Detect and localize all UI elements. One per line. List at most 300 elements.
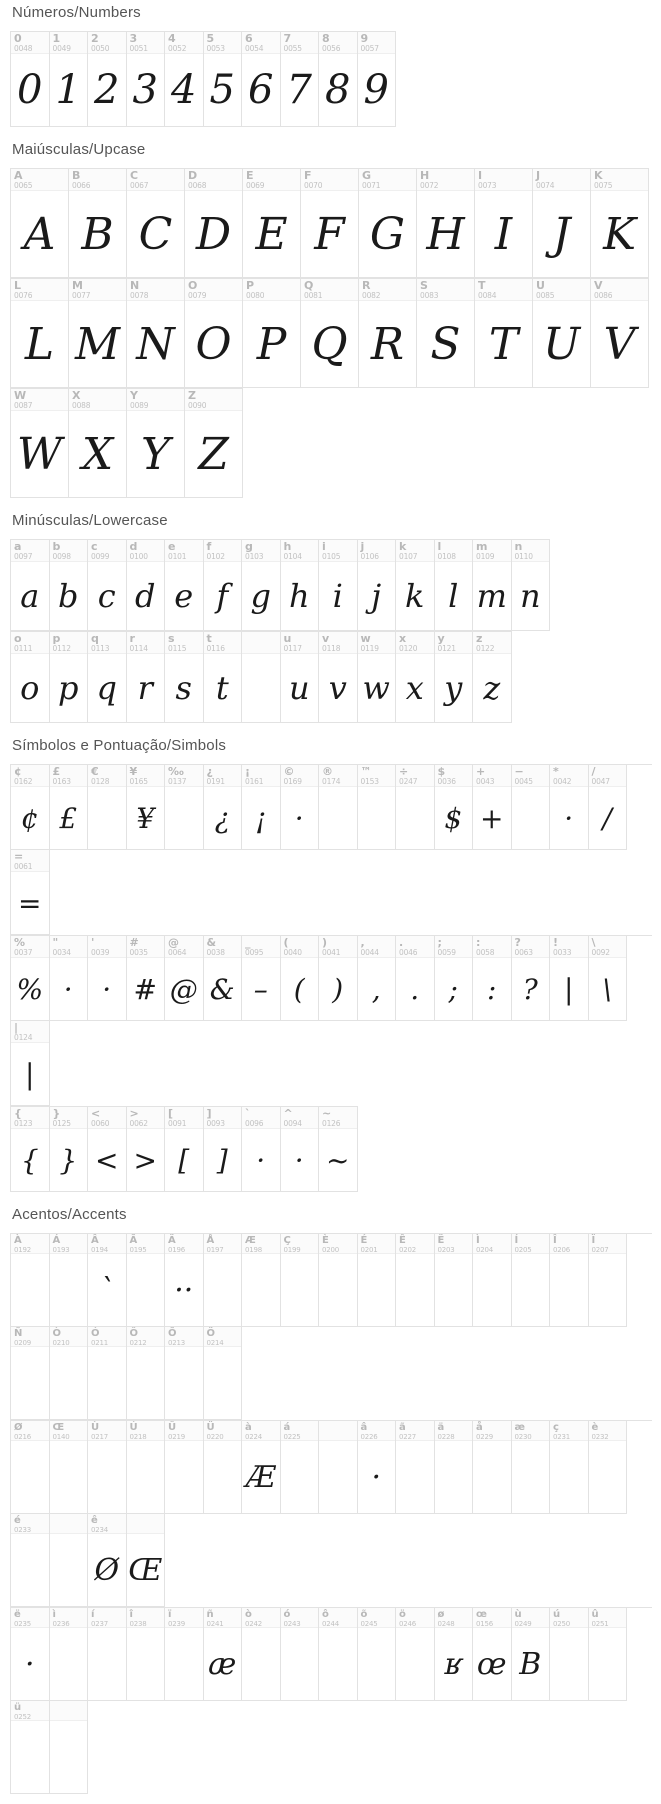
glyph-cell[interactable]	[281, 1421, 320, 1514]
glyph-cell[interactable]	[473, 1234, 512, 1327]
glyph-code-label: 0156	[476, 1620, 494, 1628]
glyph-cell[interactable]	[281, 540, 320, 631]
glyph-cell[interactable]	[11, 1514, 50, 1607]
glyph-cell[interactable]	[204, 1327, 243, 1420]
glyph-preview: ·	[102, 972, 112, 1006]
glyph-preview	[127, 1441, 165, 1513]
glyph-char-label: O	[188, 279, 198, 292]
glyph-cell[interactable]	[165, 1234, 204, 1327]
glyph-char-label: `	[245, 1107, 251, 1120]
section-title: Números/Numbers	[12, 4, 141, 21]
glyph-header	[281, 1234, 319, 1254]
glyph-char-label: ø	[437, 1609, 445, 1620]
glyph-header	[127, 279, 184, 301]
glyph-header	[435, 765, 473, 787]
glyph-cell[interactable]	[473, 1608, 512, 1701]
glyph-header	[319, 1608, 357, 1628]
glyph-cell[interactable]	[127, 1514, 166, 1607]
glyph-char-label: W	[14, 389, 27, 402]
glyph-cell[interactable]	[301, 279, 359, 388]
glyph-code-label: 0236	[52, 1620, 70, 1628]
glyph-char-label: A	[14, 169, 23, 182]
glyph-header	[358, 1608, 396, 1628]
glyph-code-label: 0113	[91, 644, 110, 653]
glyph-cell[interactable]	[435, 1234, 474, 1327]
glyph-cell[interactable]	[512, 1421, 551, 1514]
glyph-cell[interactable]	[319, 1608, 358, 1701]
glyph-cell[interactable]	[165, 540, 204, 631]
glyph-header	[127, 1327, 165, 1347]
glyph-cell[interactable]	[185, 169, 243, 278]
glyph-char-label: 3	[129, 32, 138, 45]
glyph-cell[interactable]	[88, 1234, 127, 1327]
glyph-code-label: 0115	[168, 644, 187, 653]
glyph-row	[10, 1420, 652, 1607]
glyph-code-label: 0060	[91, 1119, 110, 1128]
glyph-cell[interactable]	[435, 1608, 474, 1701]
glyph-header	[512, 765, 550, 787]
glyph-cell[interactable]	[242, 1421, 281, 1514]
glyph-cell[interactable]	[281, 1107, 320, 1192]
glyph-code-label: 0250	[553, 1620, 571, 1628]
glyph-cell[interactable]	[319, 632, 358, 723]
glyph-code-label: 0249	[514, 1620, 532, 1628]
glyph-header	[11, 1421, 49, 1441]
glyph-cell[interactable]	[69, 169, 127, 278]
glyph-header	[165, 1608, 203, 1628]
glyph-char-label: ú	[553, 1609, 561, 1620]
glyph-cell[interactable]	[127, 936, 166, 1021]
glyph-cell[interactable]	[50, 936, 89, 1021]
glyph-preview: A	[23, 208, 56, 260]
glyph-char-label: U	[536, 279, 545, 292]
glyph-header	[589, 1234, 627, 1254]
glyph-preview	[165, 1347, 203, 1419]
glyph-cell[interactable]	[11, 540, 50, 631]
glyph-cell[interactable]	[204, 765, 243, 850]
glyph-cell[interactable]	[50, 1608, 89, 1701]
glyph-cell[interactable]	[435, 1421, 474, 1514]
glyph-cell[interactable]	[50, 1421, 89, 1514]
glyph-preview: £	[59, 801, 78, 835]
glyph-char-label: r	[129, 632, 135, 645]
glyph-preview: U	[542, 318, 581, 370]
glyph-cell[interactable]	[127, 1608, 166, 1701]
glyph-cell[interactable]	[359, 169, 417, 278]
glyph-preview: ~	[326, 1143, 350, 1177]
glyph-char-label: !	[553, 936, 559, 949]
glyph-cell[interactable]	[550, 1234, 589, 1327]
glyph-cell[interactable]	[11, 1421, 50, 1514]
glyph-cell[interactable]	[319, 765, 358, 850]
glyph-cell[interactable]	[127, 765, 166, 850]
glyph-header	[88, 1421, 126, 1441]
glyph-cell[interactable]	[512, 1608, 551, 1701]
glyph-cell[interactable]	[242, 32, 281, 127]
section-title: Minúsculas/Lowercase	[12, 512, 168, 529]
glyph-code-label: 0061	[14, 862, 33, 871]
glyph-cell[interactable]	[281, 765, 320, 850]
glyph-cell[interactable]	[11, 1021, 50, 1106]
glyph-header	[533, 169, 590, 191]
glyph-cell[interactable]	[396, 936, 435, 1021]
glyph-header	[11, 540, 49, 562]
glyph-code-label: 0095	[245, 948, 264, 957]
glyph-char-label: ;	[437, 936, 442, 949]
glyph-cell[interactable]	[204, 936, 243, 1021]
glyph-cell[interactable]	[589, 936, 628, 1021]
glyph-char-label: À	[14, 1235, 22, 1246]
glyph-cell[interactable]	[243, 169, 301, 278]
glyph-cell[interactable]	[11, 1327, 50, 1420]
glyph-header	[512, 540, 550, 562]
glyph-preview	[11, 1721, 49, 1793]
glyph-cell[interactable]	[88, 540, 127, 631]
glyph-cell[interactable]	[242, 1234, 281, 1327]
glyph-header	[204, 632, 242, 654]
glyph-cell[interactable]	[165, 32, 204, 127]
glyph-cell[interactable]	[281, 1234, 320, 1327]
glyph-code-label: 0037	[14, 948, 33, 957]
glyph-cell[interactable]	[417, 279, 475, 388]
glyph-cell[interactable]	[396, 1234, 435, 1327]
glyph-code-label: 0070	[304, 181, 323, 190]
glyph-cell[interactable]	[358, 1234, 397, 1327]
glyph-preview	[358, 1254, 396, 1326]
glyph-cell[interactable]	[242, 765, 281, 850]
glyph-cell[interactable]	[435, 765, 474, 850]
glyph-cell[interactable]	[88, 632, 127, 723]
glyph-cell[interactable]	[88, 1107, 127, 1192]
glyph-code-label: 0209	[14, 1339, 32, 1347]
glyph-header	[50, 632, 88, 654]
glyph-cell[interactable]	[50, 32, 89, 127]
glyph-row	[10, 388, 243, 498]
glyph-row	[10, 278, 649, 388]
glyph-cell[interactable]	[435, 936, 474, 1021]
glyph-cell[interactable]	[512, 540, 551, 631]
glyph-code-label: 0203	[437, 1246, 455, 1254]
glyph-char-label: f	[206, 540, 212, 553]
glyph-preview: ·	[294, 801, 304, 835]
glyph-cell[interactable]	[11, 1701, 50, 1794]
glyph-char-label: ^	[283, 1107, 293, 1120]
glyph-code-label: 0192	[14, 1246, 32, 1254]
glyph-cell[interactable]	[359, 279, 417, 388]
glyph-cell[interactable]	[242, 1107, 281, 1192]
glyph-cell[interactable]	[11, 1608, 50, 1701]
glyph-char-label: z	[476, 632, 483, 645]
glyph-char-label: x	[399, 632, 407, 645]
glyph-cell[interactable]	[11, 279, 69, 388]
glyph-cell[interactable]	[50, 1327, 89, 1420]
glyph-cell[interactable]	[69, 389, 127, 498]
glyph-cell[interactable]	[358, 632, 397, 723]
glyph-preview	[165, 1628, 203, 1700]
glyph-header	[165, 32, 203, 54]
glyph-cell[interactable]	[281, 632, 320, 723]
glyph-cell[interactable]	[589, 1421, 628, 1514]
glyph-char-label: ï	[168, 1609, 172, 1620]
glyph-cell[interactable]	[396, 540, 435, 631]
glyph-cell[interactable]	[435, 540, 474, 631]
glyph-cell[interactable]	[165, 1608, 204, 1701]
glyph-header	[88, 936, 126, 958]
glyph-char-label: ¥	[129, 765, 138, 778]
glyph-char-label: o	[14, 632, 22, 645]
glyph-char-label: L	[14, 279, 22, 292]
glyph-cell[interactable]	[435, 632, 474, 723]
glyph-cell[interactable]	[127, 1327, 166, 1420]
glyph-cell[interactable]	[396, 1421, 435, 1514]
glyph-code-label: 0191	[206, 777, 225, 786]
glyph-code-label: 0117	[283, 644, 302, 653]
glyph-cell[interactable]	[88, 1608, 127, 1701]
glyph-code-label: 0195	[129, 1246, 147, 1254]
glyph-preview: [	[178, 1143, 190, 1177]
glyph-char-label: ]	[206, 1107, 212, 1120]
glyph-preview: {	[20, 1143, 39, 1177]
glyph-cell[interactable]	[473, 765, 512, 850]
glyph-cell[interactable]	[127, 632, 166, 723]
glyph-cell[interactable]	[358, 32, 397, 127]
glyph-cell[interactable]	[11, 632, 50, 723]
glyph-char-label: é	[14, 1515, 21, 1526]
glyph-cell[interactable]	[242, 632, 281, 723]
glyph-cell[interactable]	[319, 540, 358, 631]
glyph-cell[interactable]	[11, 850, 50, 935]
glyph-header	[358, 32, 396, 54]
glyph-preview: q	[96, 669, 117, 707]
glyph-cell[interactable]	[165, 632, 204, 723]
glyph-preview: E	[255, 208, 288, 260]
glyph-preview: w	[362, 669, 390, 707]
glyph-cell[interactable]	[11, 765, 50, 850]
glyph-char-label: ?	[514, 936, 521, 949]
glyph-cell[interactable]	[185, 279, 243, 388]
glyph-header	[88, 32, 126, 54]
glyph-header	[281, 632, 319, 654]
glyph-cell[interactable]	[417, 169, 475, 278]
glyph-code-label: 0225	[283, 1433, 301, 1441]
glyph-cell[interactable]	[589, 1234, 628, 1327]
glyph-header	[396, 765, 434, 787]
glyph-cell[interactable]	[533, 169, 591, 278]
glyph-cell[interactable]	[127, 32, 166, 127]
glyph-cell[interactable]	[88, 32, 127, 127]
glyph-cell[interactable]	[11, 32, 50, 127]
glyph-cell[interactable]	[242, 540, 281, 631]
glyph-cell[interactable]	[281, 32, 320, 127]
glyph-cell[interactable]	[165, 1107, 204, 1192]
glyph-cell[interactable]	[512, 936, 551, 1021]
glyph-cell[interactable]	[88, 936, 127, 1021]
glyph-cell[interactable]	[550, 1608, 589, 1701]
glyph-cell[interactable]	[550, 765, 589, 850]
glyph-header	[204, 1107, 242, 1129]
glyph-header	[589, 936, 627, 958]
glyph-char-label: a	[14, 540, 22, 553]
glyph-cell[interactable]	[473, 540, 512, 631]
glyph-cell[interactable]	[50, 765, 89, 850]
glyph-char-label: Ú	[129, 1422, 138, 1433]
glyph-char-label: P	[246, 279, 255, 292]
glyph-cell[interactable]	[127, 1107, 166, 1192]
glyph-cell[interactable]	[473, 632, 512, 723]
glyph-cell[interactable]	[591, 169, 649, 278]
glyph-cell[interactable]	[358, 1421, 397, 1514]
glyph-cell[interactable]	[11, 169, 69, 278]
glyph-cell[interactable]	[473, 936, 512, 1021]
glyph-cell[interactable]	[11, 1107, 50, 1192]
glyph-cell[interactable]	[243, 279, 301, 388]
glyph-code-label: 0073	[478, 181, 497, 190]
glyph-cell[interactable]	[319, 1234, 358, 1327]
glyph-cell[interactable]	[475, 169, 533, 278]
glyph-code-label: 0086	[594, 291, 613, 300]
glyph-char-label: á	[283, 1422, 291, 1433]
glyph-cell[interactable]	[319, 1421, 358, 1514]
glyph-cell[interactable]	[127, 169, 185, 278]
glyph-cell[interactable]	[88, 765, 127, 850]
glyph-header	[204, 32, 242, 54]
glyph-code-label: 0054	[245, 44, 264, 53]
glyph-header	[473, 765, 511, 787]
glyph-cell[interactable]	[242, 936, 281, 1021]
glyph-char-label: ì	[52, 1609, 56, 1620]
glyph-char-label: Ç	[283, 1235, 291, 1246]
glyph-code-label: 0244	[322, 1620, 340, 1628]
glyph-cell[interactable]	[88, 1327, 127, 1420]
glyph-cell[interactable]	[127, 279, 185, 388]
glyph-header	[165, 540, 203, 562]
glyph-preview: )	[332, 972, 344, 1006]
glyph-cell[interactable]	[127, 389, 185, 498]
glyph-cell[interactable]	[50, 1701, 89, 1794]
glyph-cell[interactable]	[319, 1107, 358, 1192]
glyph-cell[interactable]	[127, 1234, 166, 1327]
glyph-char-label: :	[476, 936, 481, 949]
glyph-cell[interactable]	[127, 1421, 166, 1514]
glyph-cell[interactable]	[50, 1234, 89, 1327]
glyph-header	[512, 1421, 550, 1441]
glyph-cell[interactable]	[358, 540, 397, 631]
glyph-cell[interactable]	[589, 1608, 628, 1701]
glyph-cell[interactable]	[88, 1421, 127, 1514]
glyph-cell[interactable]	[165, 1421, 204, 1514]
glyph-cell[interactable]	[242, 1608, 281, 1701]
section-numbers	[10, 0, 651, 127]
glyph-preview	[589, 1254, 627, 1326]
glyph-preview: |	[25, 1057, 35, 1091]
glyph-cell[interactable]	[396, 765, 435, 850]
glyph-cell[interactable]	[11, 389, 69, 498]
glyph-code-label: 0092	[591, 948, 610, 957]
glyph-cell[interactable]	[69, 279, 127, 388]
glyph-cell[interactable]	[204, 32, 243, 127]
glyph-header	[127, 1421, 165, 1441]
glyph-cell[interactable]	[204, 632, 243, 723]
glyph-cell[interactable]	[50, 632, 89, 723]
glyph-code-label: 0251	[591, 1620, 609, 1628]
glyph-header	[242, 632, 280, 654]
glyph-cell[interactable]	[165, 1327, 204, 1420]
glyph-char-label: t	[206, 632, 212, 645]
glyph-header	[550, 1608, 588, 1628]
glyph-header	[319, 1107, 357, 1129]
glyph-code-label: 0202	[399, 1246, 417, 1254]
glyph-cell[interactable]	[396, 1608, 435, 1701]
glyph-cell[interactable]	[204, 540, 243, 631]
glyph-cell[interactable]	[204, 1234, 243, 1327]
glyph-cell[interactable]	[358, 765, 397, 850]
glyph-preview: Æ	[245, 1459, 276, 1495]
glyph-char-label: Z	[188, 389, 196, 402]
glyph-cell[interactable]	[165, 765, 204, 850]
glyph-char-label: í	[91, 1609, 95, 1620]
glyph-cell[interactable]	[591, 279, 649, 388]
glyph-cell[interactable]	[185, 389, 243, 498]
glyph-header	[127, 1608, 165, 1628]
glyph-preview: a	[20, 577, 40, 615]
glyph-char-label: Ê	[399, 1235, 406, 1246]
glyph-cell[interactable]	[533, 279, 591, 388]
glyph-preview	[11, 1254, 49, 1326]
glyph-cell[interactable]	[512, 1234, 551, 1327]
glyph-cell[interactable]	[281, 936, 320, 1021]
glyph-code-label: 0080	[246, 291, 265, 300]
glyph-header	[359, 169, 416, 191]
glyph-char-label: H	[420, 169, 430, 182]
glyph-cell[interactable]	[50, 1514, 89, 1607]
glyph-cell[interactable]	[50, 1107, 89, 1192]
glyph-cell[interactable]	[127, 540, 166, 631]
glyph-cell[interactable]	[88, 1514, 127, 1607]
glyph-char-label: k	[399, 540, 407, 553]
glyph-code-label: 0062	[129, 1119, 148, 1128]
glyph-cell[interactable]	[281, 1608, 320, 1701]
glyph-cell[interactable]	[319, 936, 358, 1021]
glyph-header	[396, 1608, 434, 1628]
glyph-cell[interactable]	[512, 765, 551, 850]
glyph-cell[interactable]	[204, 1107, 243, 1192]
glyph-cell[interactable]	[358, 936, 397, 1021]
glyph-code-label: 0085	[536, 291, 555, 300]
glyph-char-label: Ñ	[14, 1328, 23, 1339]
glyph-cell[interactable]	[11, 936, 50, 1021]
glyph-preview: 3	[132, 67, 158, 113]
glyph-cell[interactable]	[319, 32, 358, 127]
glyph-cell[interactable]	[396, 632, 435, 723]
glyph-cell[interactable]	[165, 936, 204, 1021]
glyph-cell[interactable]	[550, 1421, 589, 1514]
glyph-cell[interactable]	[473, 1421, 512, 1514]
glyph-cell[interactable]	[50, 540, 89, 631]
glyph-cell[interactable]	[301, 169, 359, 278]
glyph-cell[interactable]	[11, 1234, 50, 1327]
glyph-header	[11, 279, 68, 301]
glyph-cell[interactable]	[204, 1421, 243, 1514]
glyph-header	[127, 389, 184, 411]
glyph-cell[interactable]	[550, 936, 589, 1021]
glyph-code-label: 0038	[206, 948, 225, 957]
glyph-cell[interactable]	[204, 1608, 243, 1701]
glyph-preview	[550, 1628, 588, 1700]
glyph-cell[interactable]	[475, 279, 533, 388]
glyph-preview: N	[136, 318, 175, 370]
glyph-cell[interactable]	[358, 1608, 397, 1701]
glyph-cell[interactable]	[589, 765, 628, 850]
